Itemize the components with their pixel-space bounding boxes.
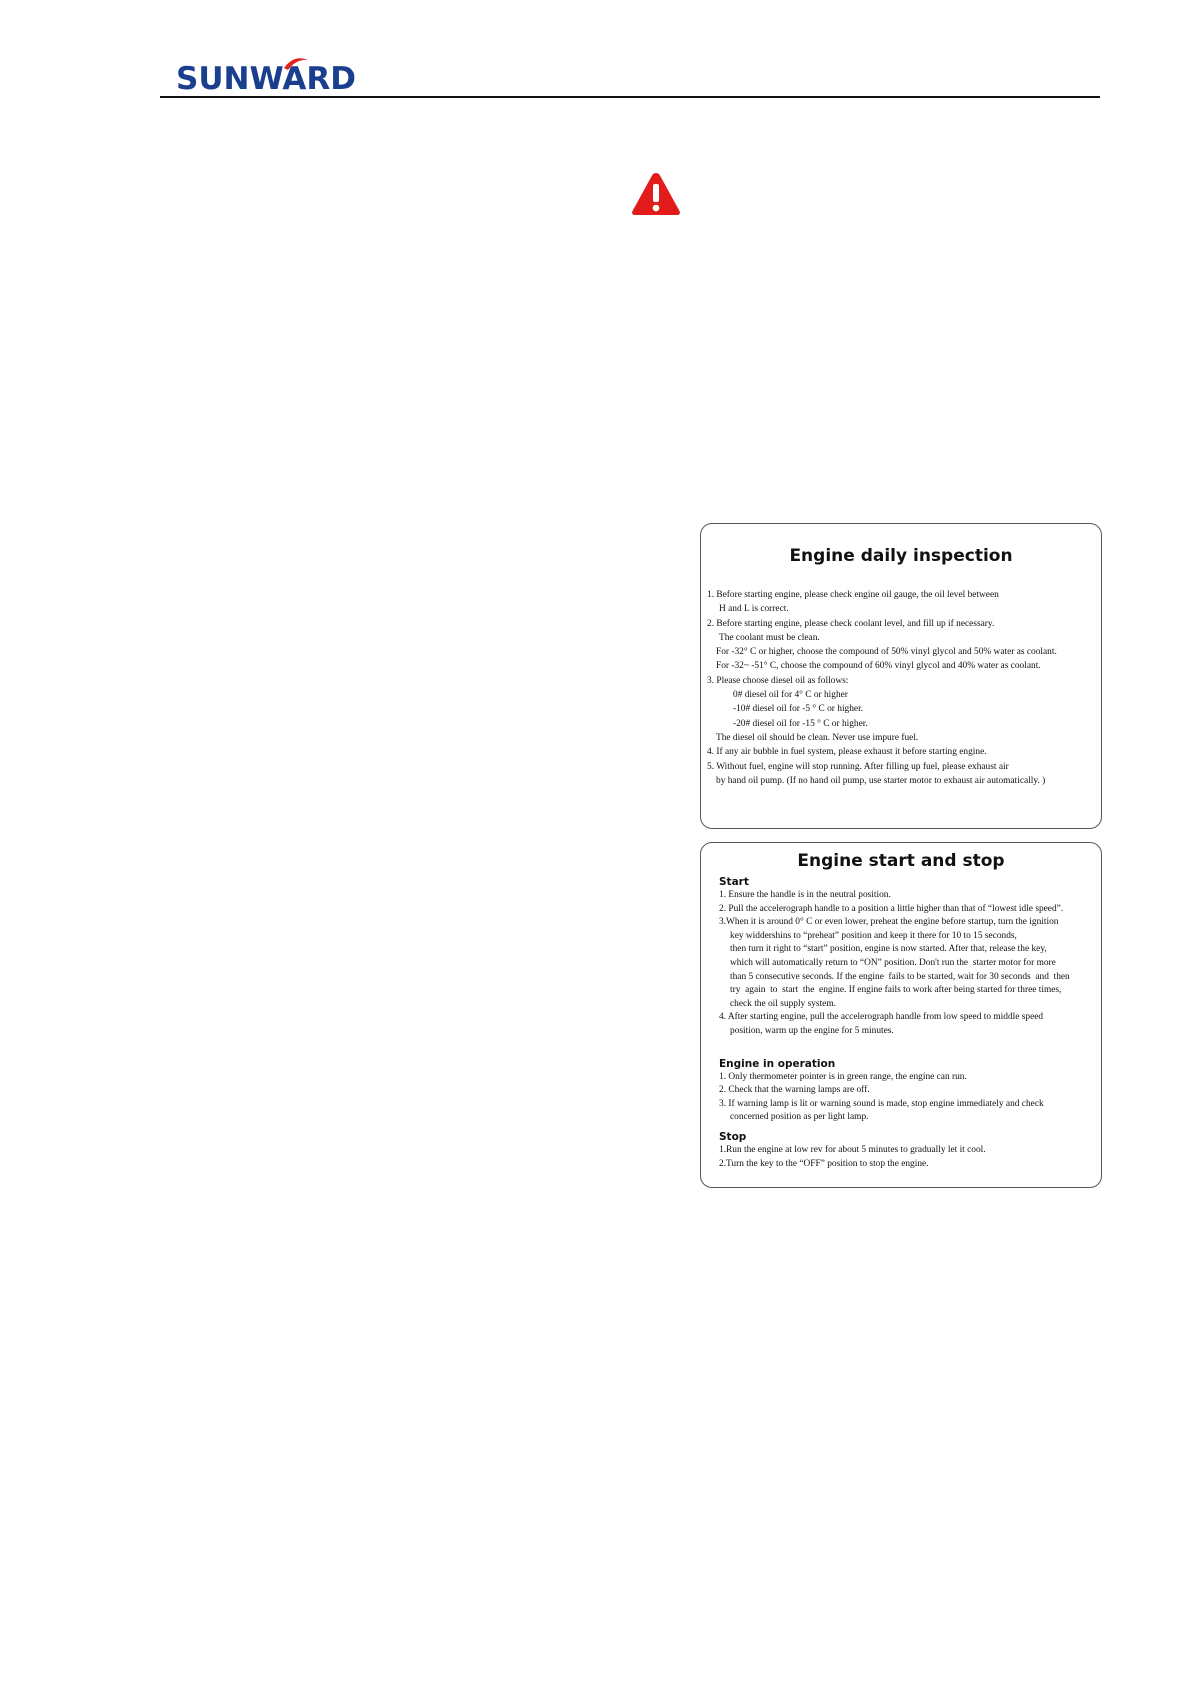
start-line: position, warm up the engine for 5 minutes. xyxy=(730,1025,894,1036)
panel-title: Engine daily inspection xyxy=(789,546,1013,566)
stop-line: 2.Turn the key to the “OFF” position to stop the engine. xyxy=(719,1158,929,1169)
start-line: key widdershins to “preheat” position and keep it there for 10 to 15 seconds, xyxy=(730,930,1017,941)
stop-line: 1.Run the engine at low rev for about 5 minutes to gradually let it cool. xyxy=(719,1144,986,1155)
brand-name: SUNWARD xyxy=(176,61,356,96)
engine-daily-inspection-panel xyxy=(700,523,1102,829)
inspection-line: 2. Before starting engine, please check coolant level, and fill up if necessary. xyxy=(707,618,995,629)
start-line: check the oil supply system. xyxy=(730,998,836,1009)
inspection-line: 3. Please choose diesel oil as follows: xyxy=(707,675,849,686)
operation-line: concerned position as per light lamp. xyxy=(730,1112,869,1123)
inspection-list xyxy=(707,588,1101,788)
inspection-line: -20# diesel oil for -15 ° C or higher. xyxy=(733,718,868,729)
sunward-logo xyxy=(176,56,361,96)
section-heading-operation: Engine in operation xyxy=(719,1057,836,1070)
start-line: 2. Pull the accelerograph handle to a position a little higher than that of “lowest idle speed”. xyxy=(719,903,1064,914)
operation-line: 2. Check that the warning lamps are off. xyxy=(719,1085,870,1096)
inspection-line: 5. Without fuel, engine will stop running. After filling up fuel, please exhaust air xyxy=(707,761,1009,772)
inspection-line: For -32~ -51° C, choose the compound of 60% vinyl glycol and 40% water as coolant. xyxy=(716,661,1041,672)
inspection-line: The coolant must be clean. xyxy=(719,632,820,643)
start-line: try again to start the engine. If engine fails to work after being started for three times, xyxy=(730,985,1062,996)
start-line: 1. Ensure the handle is in the neutral position. xyxy=(719,890,891,900)
header-rule xyxy=(160,96,1100,98)
inspection-line: 0# diesel oil for 4° C or higher xyxy=(733,690,848,701)
stop-list xyxy=(719,1144,1101,1171)
panel-title: Engine start and stop xyxy=(797,851,1005,871)
start-line: 3.When it is around 0° C or even lower, preheat the engine before startup, turn the ignition xyxy=(719,917,1059,928)
start-list xyxy=(719,889,1101,1039)
warning-triangle-icon xyxy=(630,170,682,218)
start-line: 4. After starting engine, pull the accelerograph handle from low speed to middle speed xyxy=(719,1012,1044,1023)
inspection-line: 1. Before starting engine, please check engine oil gauge, the oil level between xyxy=(707,590,999,600)
inspection-line: 4. If any air bubble in fuel system, please exhaust it before starting engine. xyxy=(707,747,987,758)
inspection-line: by hand oil pump. (If no hand oil pump, use starter motor to exhaust air automatically. ) xyxy=(716,775,1046,786)
start-line: which will automatically return to “ON” position. Don't run the starter motor for more xyxy=(730,957,1056,968)
operation-line: 1. Only thermometer pointer is in green range, the engine can run. xyxy=(719,1071,967,1082)
section-heading-stop: Stop xyxy=(719,1130,747,1143)
engine-start-stop-panel xyxy=(700,842,1102,1188)
inspection-line: The diesel oil should be clean. Never use impure fuel. xyxy=(716,732,919,743)
section-heading-start: Start xyxy=(719,876,749,888)
operation-list xyxy=(719,1071,1101,1125)
inspection-line: -10# diesel oil for -5 ° C or higher. xyxy=(733,704,864,715)
start-line: then turn it right to “start” position, engine is now started. After that, release the key, xyxy=(730,944,1047,955)
start-line: than 5 consecutive seconds. If the engine fails to be started, wait for 30 seconds and then xyxy=(730,971,1070,982)
inspection-line: H and L is correct. xyxy=(719,604,789,615)
inspection-line: For -32° C or higher, choose the compound of 50% vinyl glycol and 50% water as coolant. xyxy=(716,647,1057,658)
page-header xyxy=(160,52,1100,98)
operation-line: 3. If warning lamp is lit or warning sound is made, stop engine immediately and check xyxy=(719,1098,1044,1109)
